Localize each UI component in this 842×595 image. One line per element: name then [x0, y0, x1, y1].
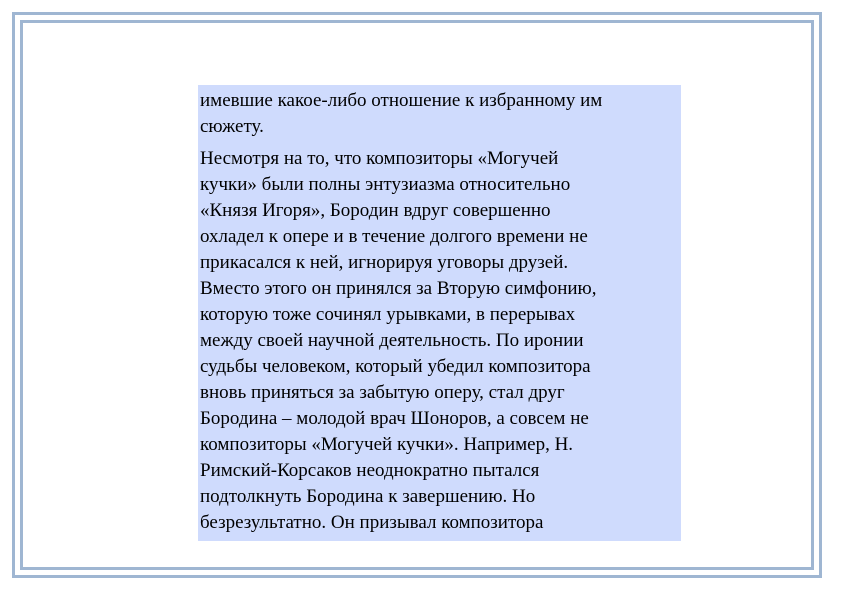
text-line: вновь приняться за забытую оперу, стал друг [200, 382, 565, 403]
text-line: композиторы «Могучей кучки». Например, Н. [200, 434, 574, 455]
text-line: безрезультатно. Он призывал композитора [200, 512, 544, 533]
text-line: Несмотря на то, что композиторы «Могучей [200, 148, 559, 169]
text-line: Римский-Корсаков неоднократно пытался [200, 460, 540, 481]
text-line: судьбы человеком, который убедил композитора [200, 356, 591, 377]
text-line: между своей научной деятельность. По иронии [200, 330, 584, 351]
text-line: «Князя Игоря», Бородин вдруг совершенно [200, 200, 551, 221]
text-line: подтолкнуть Бородина к завершению. Но [200, 486, 536, 507]
paragraph-2 [200, 146, 681, 536]
text-line: прикасался к ней, игнорируя уговоры друзей. [200, 252, 569, 273]
text-line: имевшие какое-либо отношение к избранному им [200, 90, 603, 111]
text-line: Вместо этого он принялся за Вторую симфонию, [200, 278, 597, 299]
text-line: сюжету. [200, 116, 264, 137]
text-line: которую тоже сочинял урывками, в перерывах [200, 304, 576, 325]
text-line: Бородина – молодой врач Шоноров, а совсем не [200, 408, 589, 429]
paragraph-1 [200, 88, 681, 140]
text-line: кучки» были полны энтузиазма относительно [200, 174, 571, 195]
text-line: охладел к опере и в течение долгого времени не [200, 226, 588, 247]
text-box [198, 85, 681, 541]
